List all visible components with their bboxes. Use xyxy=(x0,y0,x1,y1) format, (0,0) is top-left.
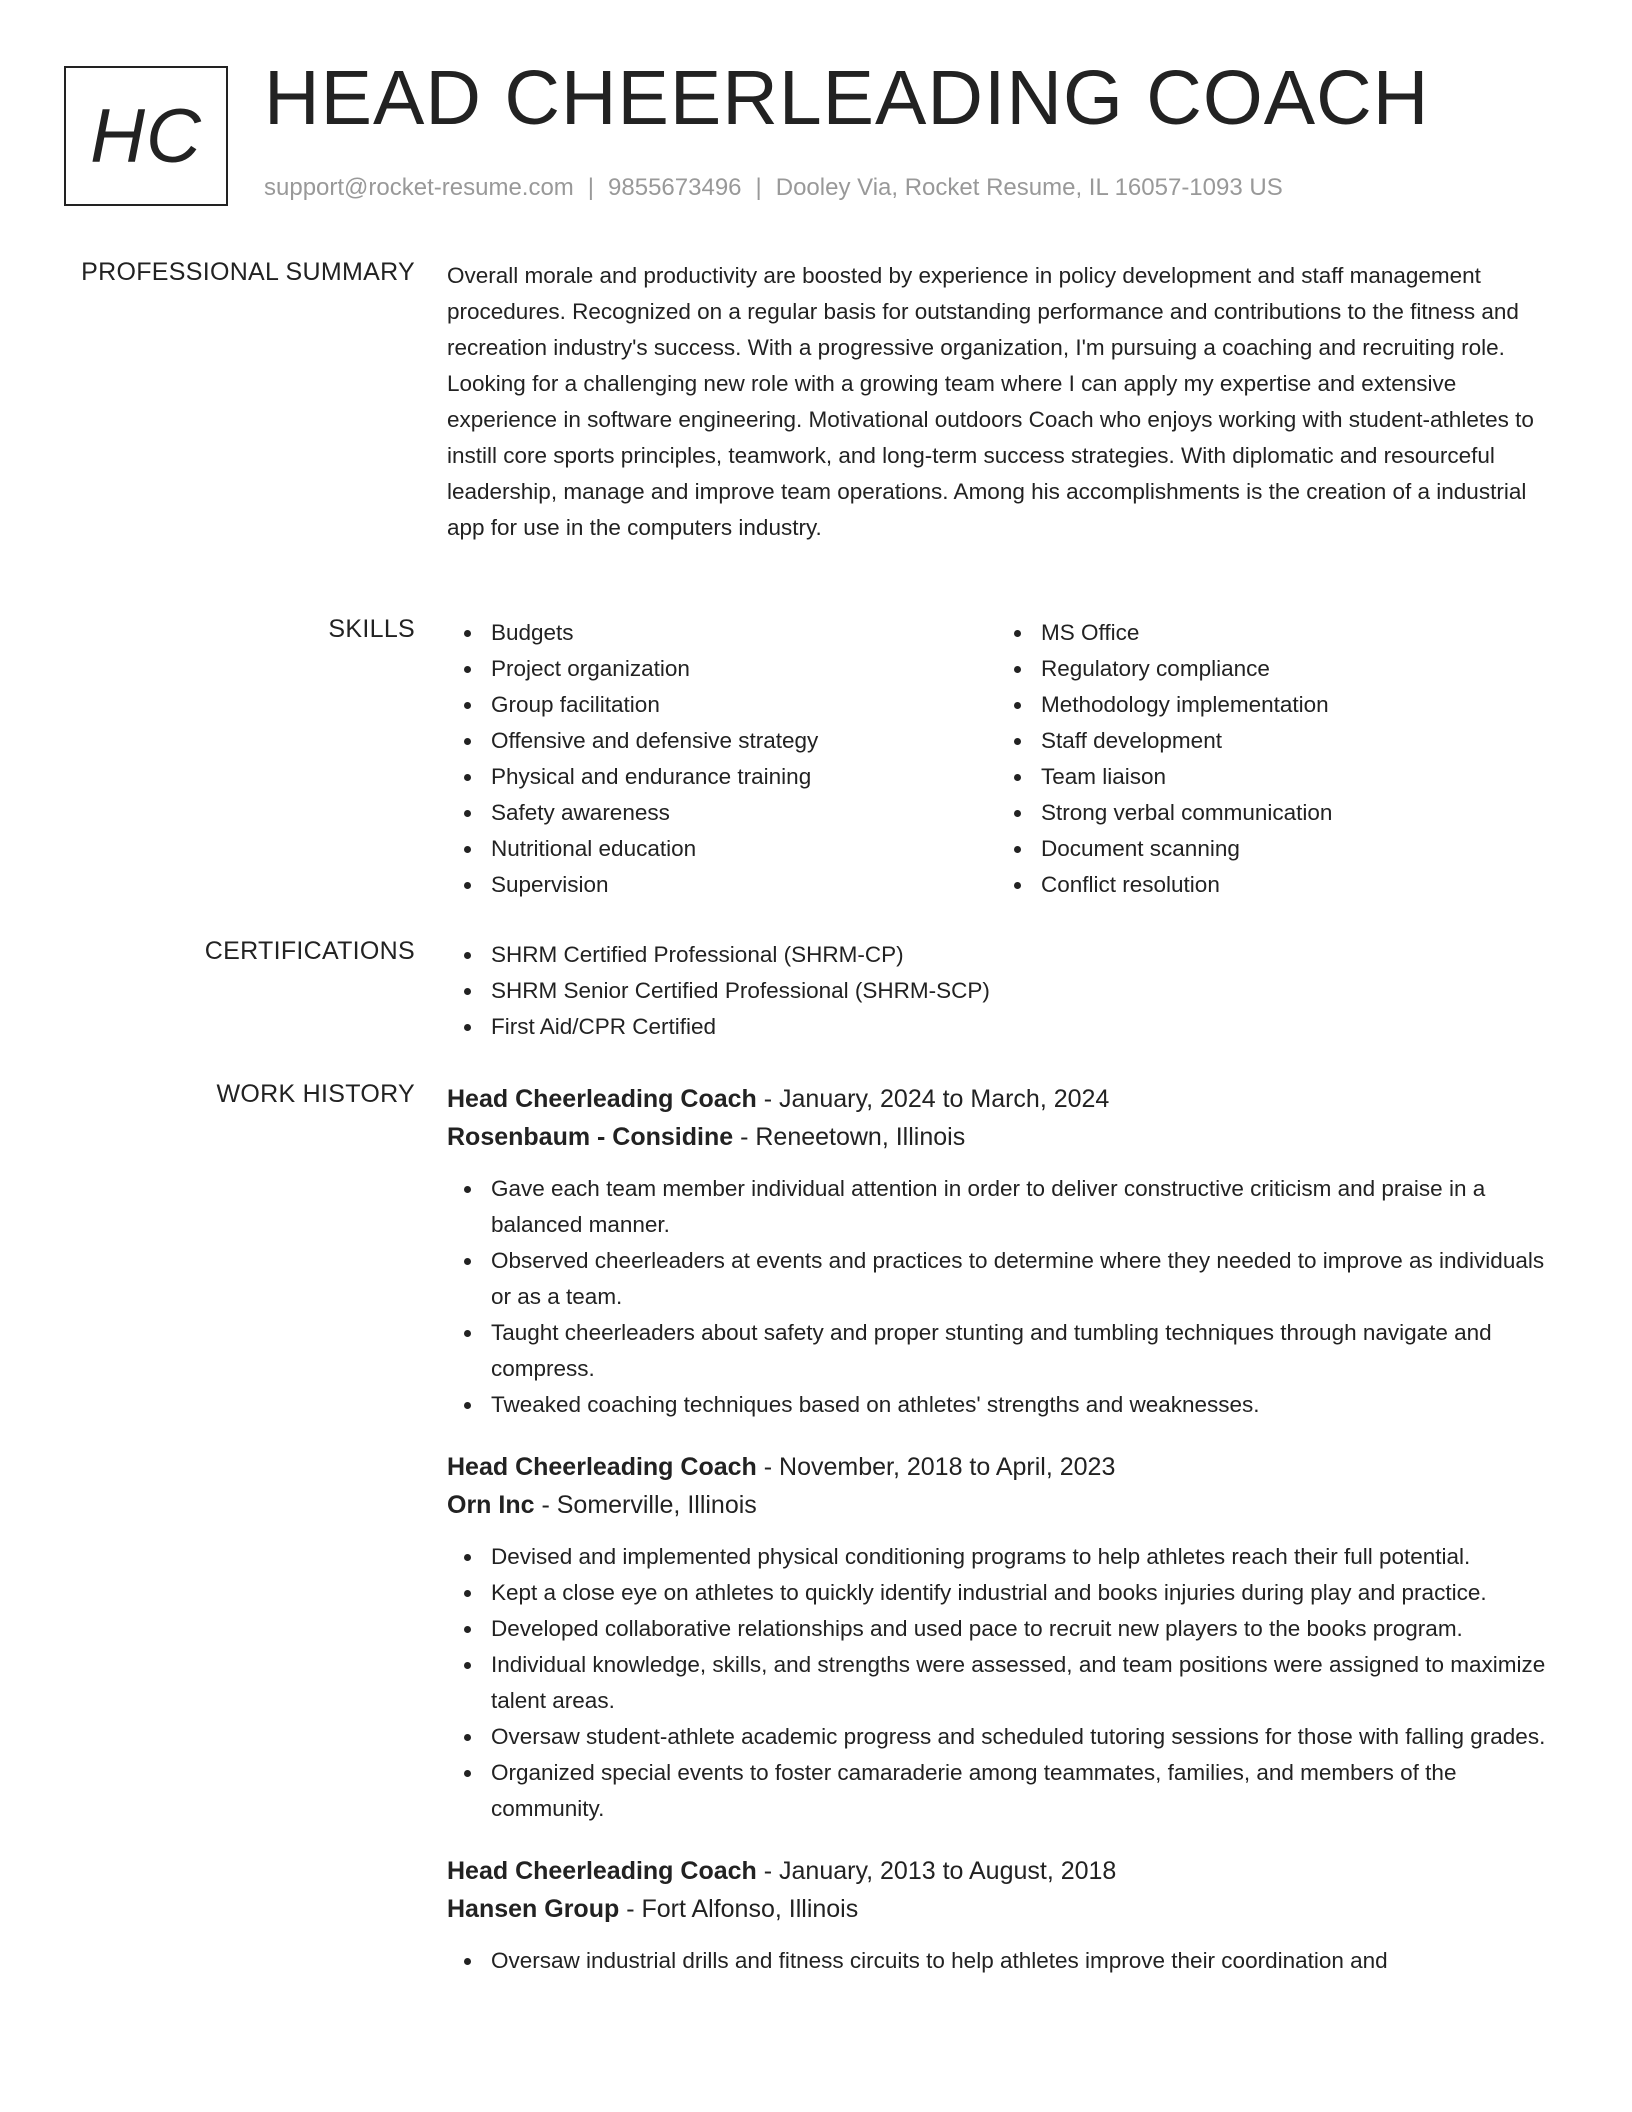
skill-item: Team liaison xyxy=(997,759,1547,795)
job-company-line: Rosenbaum - Considine - Reneetown, Illinois xyxy=(447,1123,966,1151)
skill-item: Methodology implementation xyxy=(997,687,1547,723)
job-role: Head Cheerleading Coach xyxy=(447,1857,757,1885)
job-bullet: Gave each team member individual attention in order to deliver constructive criticism and praise in a balanced manner. xyxy=(447,1171,1567,1243)
skill-item: Regulatory compliance xyxy=(997,651,1547,687)
work-history-heading: WORK HISTORY xyxy=(216,1080,415,1108)
skills-body xyxy=(447,615,1567,903)
job-bullet: Observed cheerleaders at events and practices to determine where they needed to improve as individuals or as a team. xyxy=(447,1243,1567,1315)
skill-item: Supervision xyxy=(447,867,997,903)
monogram-logo: HC xyxy=(64,66,228,206)
job-bullets xyxy=(447,1171,1567,1423)
contact-email: support@rocket-resume.com xyxy=(264,174,574,201)
skill-item: Strong verbal communication xyxy=(997,795,1547,831)
skill-item: Physical and endurance training xyxy=(447,759,997,795)
job-dates: January, 2013 to August, 2018 xyxy=(779,1857,1117,1885)
certifications-list xyxy=(447,937,1567,1045)
job-bullet: Oversaw student-athlete academic progress and scheduled tutoring sessions for those with falling grades. xyxy=(447,1719,1567,1755)
job-title-line: Head Cheerleading Coach - January, 2024 to March, 2024 xyxy=(447,1085,1110,1113)
skills-heading: SKILLS xyxy=(328,615,415,643)
job-bullet: Devised and implemented physical conditioning programs to help athletes reach their full potential. xyxy=(447,1539,1567,1575)
job-title-line: Head Cheerleading Coach - January, 2013 to August, 2018 xyxy=(447,1857,1117,1885)
job-company: Hansen Group xyxy=(447,1895,620,1923)
job-location: Somerville, Illinois xyxy=(556,1491,757,1519)
contact-separator: | xyxy=(587,174,595,201)
job-entry xyxy=(447,1080,1567,1423)
job-company-line: Hansen Group - Fort Alfonso, Illinois xyxy=(447,1895,859,1923)
contact-phone: 9855673496 xyxy=(608,174,742,201)
job-bullets xyxy=(447,1539,1567,1827)
skills-grid xyxy=(447,615,1567,903)
job-bullet: Taught cheerleaders about safety and proper stunting and tumbling techniques through navigate and compress. xyxy=(447,1315,1567,1387)
certification-item: SHRM Senior Certified Professional (SHRM-SCP) xyxy=(447,973,1567,1009)
job-company: Orn Inc xyxy=(447,1491,535,1519)
skill-item: Document scanning xyxy=(997,831,1547,867)
job-company: Rosenbaum - Considine xyxy=(447,1123,734,1151)
skill-item: Nutritional education xyxy=(447,831,997,867)
skill-item: Conflict resolution xyxy=(997,867,1547,903)
certifications-heading: CERTIFICATIONS xyxy=(204,937,415,965)
summary-text: Overall morale and productivity are boosted by experience in policy development and staff management procedures. Recognized on a regular basis for outstanding performance and contributions to the fitness and recreation industry's success. With a progressive organization, I'm pursuing a coaching and recruiting role. Looking for a challenging new role with a growing team where I can apply my expertise and extensive experience in software engineering. Motivational outdoors Coach who enjoys working with student-athletes to instill core sports principles, teamwork, and long-term success strategies. With diplomatic and resourceful leadership, manage and improve team operations. Among his accomplishments is the creation of a industrial app for use in the computers industry. xyxy=(447,263,1534,540)
work-history-body xyxy=(447,1080,1567,2004)
resume-title: HEAD CHEERLEADING COACH xyxy=(264,55,1430,141)
job-bullet: Developed collaborative relationships and used pace to recruit new players to the books program. xyxy=(447,1611,1567,1647)
contact-separator: | xyxy=(755,174,762,201)
skill-item: Safety awareness xyxy=(447,795,997,831)
skill-item: Budgets xyxy=(447,615,997,651)
job-bullet: Individual knowledge, skills, and strengths were assessed, and team positions were assigned to maximize talent areas. xyxy=(447,1647,1567,1719)
skill-item: Staff development xyxy=(997,723,1547,759)
certification-item: First Aid/CPR Certified xyxy=(447,1009,1567,1045)
skill-item: MS Office xyxy=(997,615,1547,651)
job-dates: November, 2018 to April, 2023 xyxy=(779,1453,1116,1481)
job-company-line: Orn Inc - Somerville, Illinois xyxy=(447,1491,757,1519)
job-location: Reneetown, Illinois xyxy=(755,1123,966,1151)
job-entry xyxy=(447,1852,1567,1979)
contact-address: Dooley Via, Rocket Resume, IL 16057-1093 US xyxy=(775,174,1283,201)
job-bullet: Organized special events to foster camaraderie among teammates, families, and members of the community. xyxy=(447,1755,1567,1827)
certification-item: SHRM Certified Professional (SHRM-CP) xyxy=(447,937,1567,973)
job-bullet: Oversaw industrial drills and fitness circuits to help athletes improve their coordination and xyxy=(447,1943,1567,1979)
job-role: Head Cheerleading Coach xyxy=(447,1085,757,1113)
job-entry xyxy=(447,1448,1567,1827)
summary-heading: PROFESSIONAL SUMMARY xyxy=(81,258,415,286)
summary-body xyxy=(447,258,1567,546)
certifications-body xyxy=(447,937,1567,1045)
skill-item: Project organization xyxy=(447,651,997,687)
skill-item: Offensive and defensive strategy xyxy=(447,723,997,759)
job-location: Fort Alfonso, Illinois xyxy=(641,1895,859,1923)
job-role: Head Cheerleading Coach xyxy=(447,1453,757,1481)
job-bullets xyxy=(447,1943,1567,1979)
skill-item: Group facilitation xyxy=(447,687,997,723)
job-bullet: Kept a close eye on athletes to quickly identify industrial and books injuries during play and practice. xyxy=(447,1575,1567,1611)
skills-list-left xyxy=(447,615,997,903)
job-dates: January, 2024 to March, 2024 xyxy=(779,1085,1110,1113)
skills-list-right xyxy=(997,615,1547,903)
job-bullet: Tweaked coaching techniques based on athletes' strengths and weaknesses. xyxy=(447,1387,1567,1423)
contact-line xyxy=(264,174,1283,202)
job-title-line: Head Cheerleading Coach - November, 2018 to April, 2023 xyxy=(447,1453,1116,1481)
